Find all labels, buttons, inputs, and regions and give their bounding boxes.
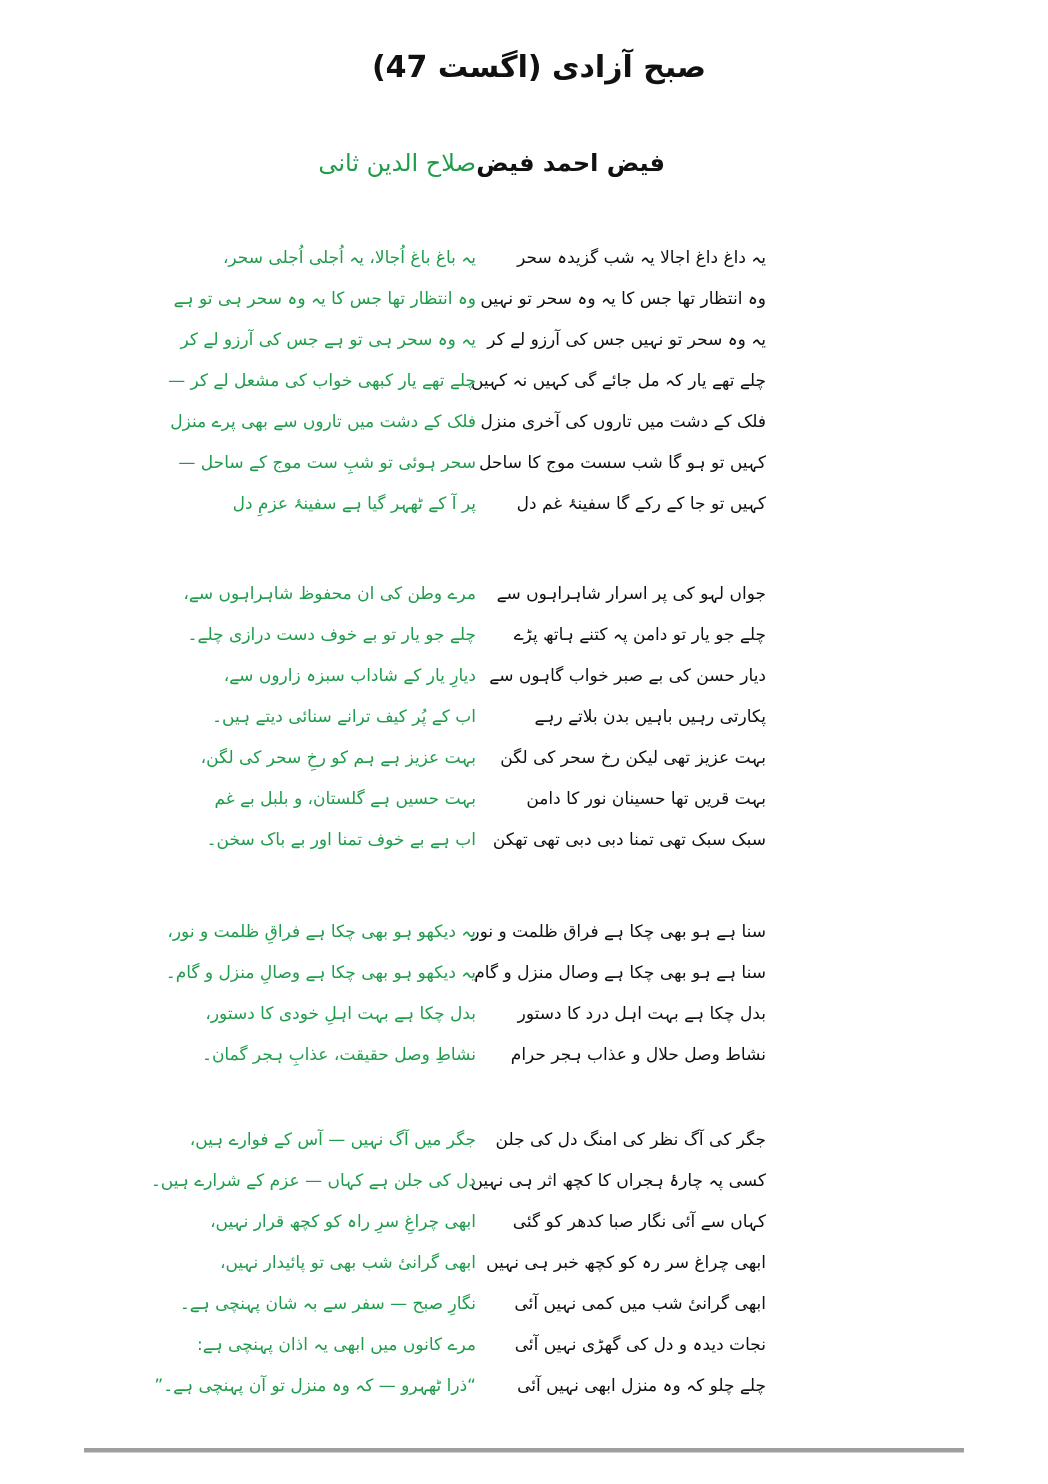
poem-line: بہت قریں تھا حسینان نور کا دامن [526, 789, 766, 809]
poem-line: اب ہے بے خوف تمنا اور بے باک سخن۔ [206, 830, 476, 850]
poem-line: نجات دیدہ و دل کی گھڑی نہیں آئی [514, 1335, 766, 1355]
poem-line: جگر کی آگ نظر کی امنگ دل کی جلن [495, 1130, 766, 1150]
poem-line: فلک کے دشت میں تاروں سے بھی پرے منزل [170, 412, 476, 432]
poem-line: کہیں تو جا کے رکے گا سفینۂ غم دل [516, 494, 766, 514]
poem-line: بہت عزیز ہے ہم کو رخِ سحر کی لگن، [200, 748, 476, 768]
poem-line: سبک سبک تھی تمنا دبی دبی تھی تھکن [492, 830, 766, 850]
original-stanza-1 [471, 238, 766, 525]
author-response: صلاح الدین ثانی [318, 149, 476, 177]
poem-line: مرے کانوں میں ابھی یہ اذان پہنچی ہے: [197, 1335, 476, 1355]
poem-line: چلے تھے یار کہ مل جائے گی کہیں نہ کہیں [470, 371, 766, 391]
poem-line: یہ وہ سحر ہی تو ہے جس کی آرزو لے کر [180, 330, 476, 350]
poem-line: وہ انتظار تھا جس کا یہ وہ سحر ہی تو ہے [173, 289, 476, 309]
poem-line: پر آ کے ٹھہر گیا ہے سفینۂ عزمِ دل [232, 494, 476, 514]
poem-line: مرے وطن کی ان محفوظ شاہراہوں سے، [183, 584, 476, 604]
original-stanza-4 [470, 1120, 766, 1407]
poem-line: چلے تھے یار کبھی خواب کی مشعل لے کر — [168, 371, 476, 391]
poem-line: کہیں تو ہو گا شب سست موج کا ساحل [479, 453, 766, 473]
poem-line: چلے جو یار تو دامن پہ کتنے ہاتھ پڑے [513, 625, 766, 645]
poem-line: یہ دیکھو ہو بھی چکا ہے فراقِ ظلمت و نور، [167, 922, 476, 942]
response-stanza-2 [183, 574, 476, 861]
response-stanza-4 [151, 1120, 476, 1407]
poem-line: پکارتی رہیں باہیں بدن بلاتے رہے [534, 707, 766, 727]
poem-line: بہت عزیز تھی لیکن رخ سحر کی لگن [500, 748, 766, 768]
poem-line: ابھی گرانیٔ شب میں کمی نہیں آئی [514, 1294, 766, 1314]
footer-divider [84, 1448, 964, 1453]
response-stanza-3 [166, 912, 476, 1076]
poem-line: ابھی گرانیٔ شب بھی تو پائیدار نہیں، [219, 1253, 476, 1273]
poem-line: “ذرا ٹھہرو — کہ وہ منزل تو آن پہنچی ہے۔” [154, 1376, 476, 1396]
poem-line: بدل چکا ہے بہت اہل درد کا دستور [517, 1004, 766, 1024]
original-stanza-2 [489, 574, 766, 861]
poem-line: سنا ہے ہو بھی چکا ہے فراق ظلمت و نور [471, 922, 766, 942]
poem-line: سنا ہے ہو بھی چکا ہے وصال منزل و گام [474, 963, 766, 983]
poem-line: چلے چلو کہ وہ منزل ابھی نہیں آئی [517, 1376, 766, 1396]
poem-line: نشاطِ وصل حقیقت، عذابِ ہجر گمان۔ [201, 1045, 476, 1065]
poem-line: دیارِ یار کے شاداب سبزہ زاروں سے، [223, 666, 476, 686]
poem-line: بہت حسیں ہے گلستان، و بلبل بے غم [214, 789, 476, 809]
poem-line: یہ وہ سحر تو نہیں جس کی آرزو لے کر [487, 330, 766, 350]
poem-line: ابھی چراغِ سرِ راہ کو کچھ قرار نہیں، [210, 1212, 476, 1232]
poem-line: یہ داغ داغ اجالا یہ شب گزیدہ سحر [517, 248, 766, 268]
author-original: فیض احمد فیض [476, 149, 665, 177]
poem-line: نشاط وصل حلال و عذاب ہجر حرام [510, 1045, 766, 1065]
poem-line: نگارِ صبح — سفر سے بہ شان پہنچی ہے۔ [179, 1294, 476, 1314]
poem-line: ابھی چراغ سر رہ کو کچھ خبر ہی نہیں [486, 1253, 766, 1273]
poem-line: اب کے پُر کیف ترانے سنائی دیتے ہیں۔ [212, 707, 476, 727]
poem-line: یہ دیکھو ہو بھی چکا ہے وصالِ منزل و گام۔ [165, 963, 476, 983]
poem-line: سحر ہوئی تو شبِ ست موج کے ساحل — [178, 453, 476, 473]
poem-line: دل کی جلن ہے کہاں — عزم کے شرارے ہیں۔ [150, 1171, 476, 1191]
poem-line: کسی پہ چارۂ ہجراں کا کچھ اثر ہی نہیں [470, 1171, 766, 1191]
poem-line: جواں لہو کی پر اسرار شاہراہوں سے [496, 584, 766, 604]
poem-line: وہ انتظار تھا جس کا یہ وہ سحر تو نہیں [480, 289, 766, 309]
original-stanza-3 [471, 912, 766, 1076]
poem-line: دیار حسن کی بے صبر خواب گاہوں سے [489, 666, 766, 686]
poem-line: جگر میں آگ نہیں — آس کے فوارے ہیں، [189, 1130, 476, 1150]
poem-line: فلک کے دشت میں تاروں کی آخری منزل [480, 412, 766, 432]
poem-line: بدل چکا ہے بہت اہلِ خودی کا دستور، [205, 1004, 476, 1024]
poem-line: کہاں سے آئی نگار صبا کدھر کو گئی [512, 1212, 766, 1232]
response-stanza-1 [168, 238, 476, 525]
poem-title: صبح آزادی (اگست 47) [371, 50, 707, 85]
poem-line: یہ باغ باغ اُجالا، یہ اُجلی اُجلی سحر، [222, 248, 476, 268]
poem-line: چلے جو یار تو بے خوف دست درازی چلے۔ [187, 625, 476, 645]
